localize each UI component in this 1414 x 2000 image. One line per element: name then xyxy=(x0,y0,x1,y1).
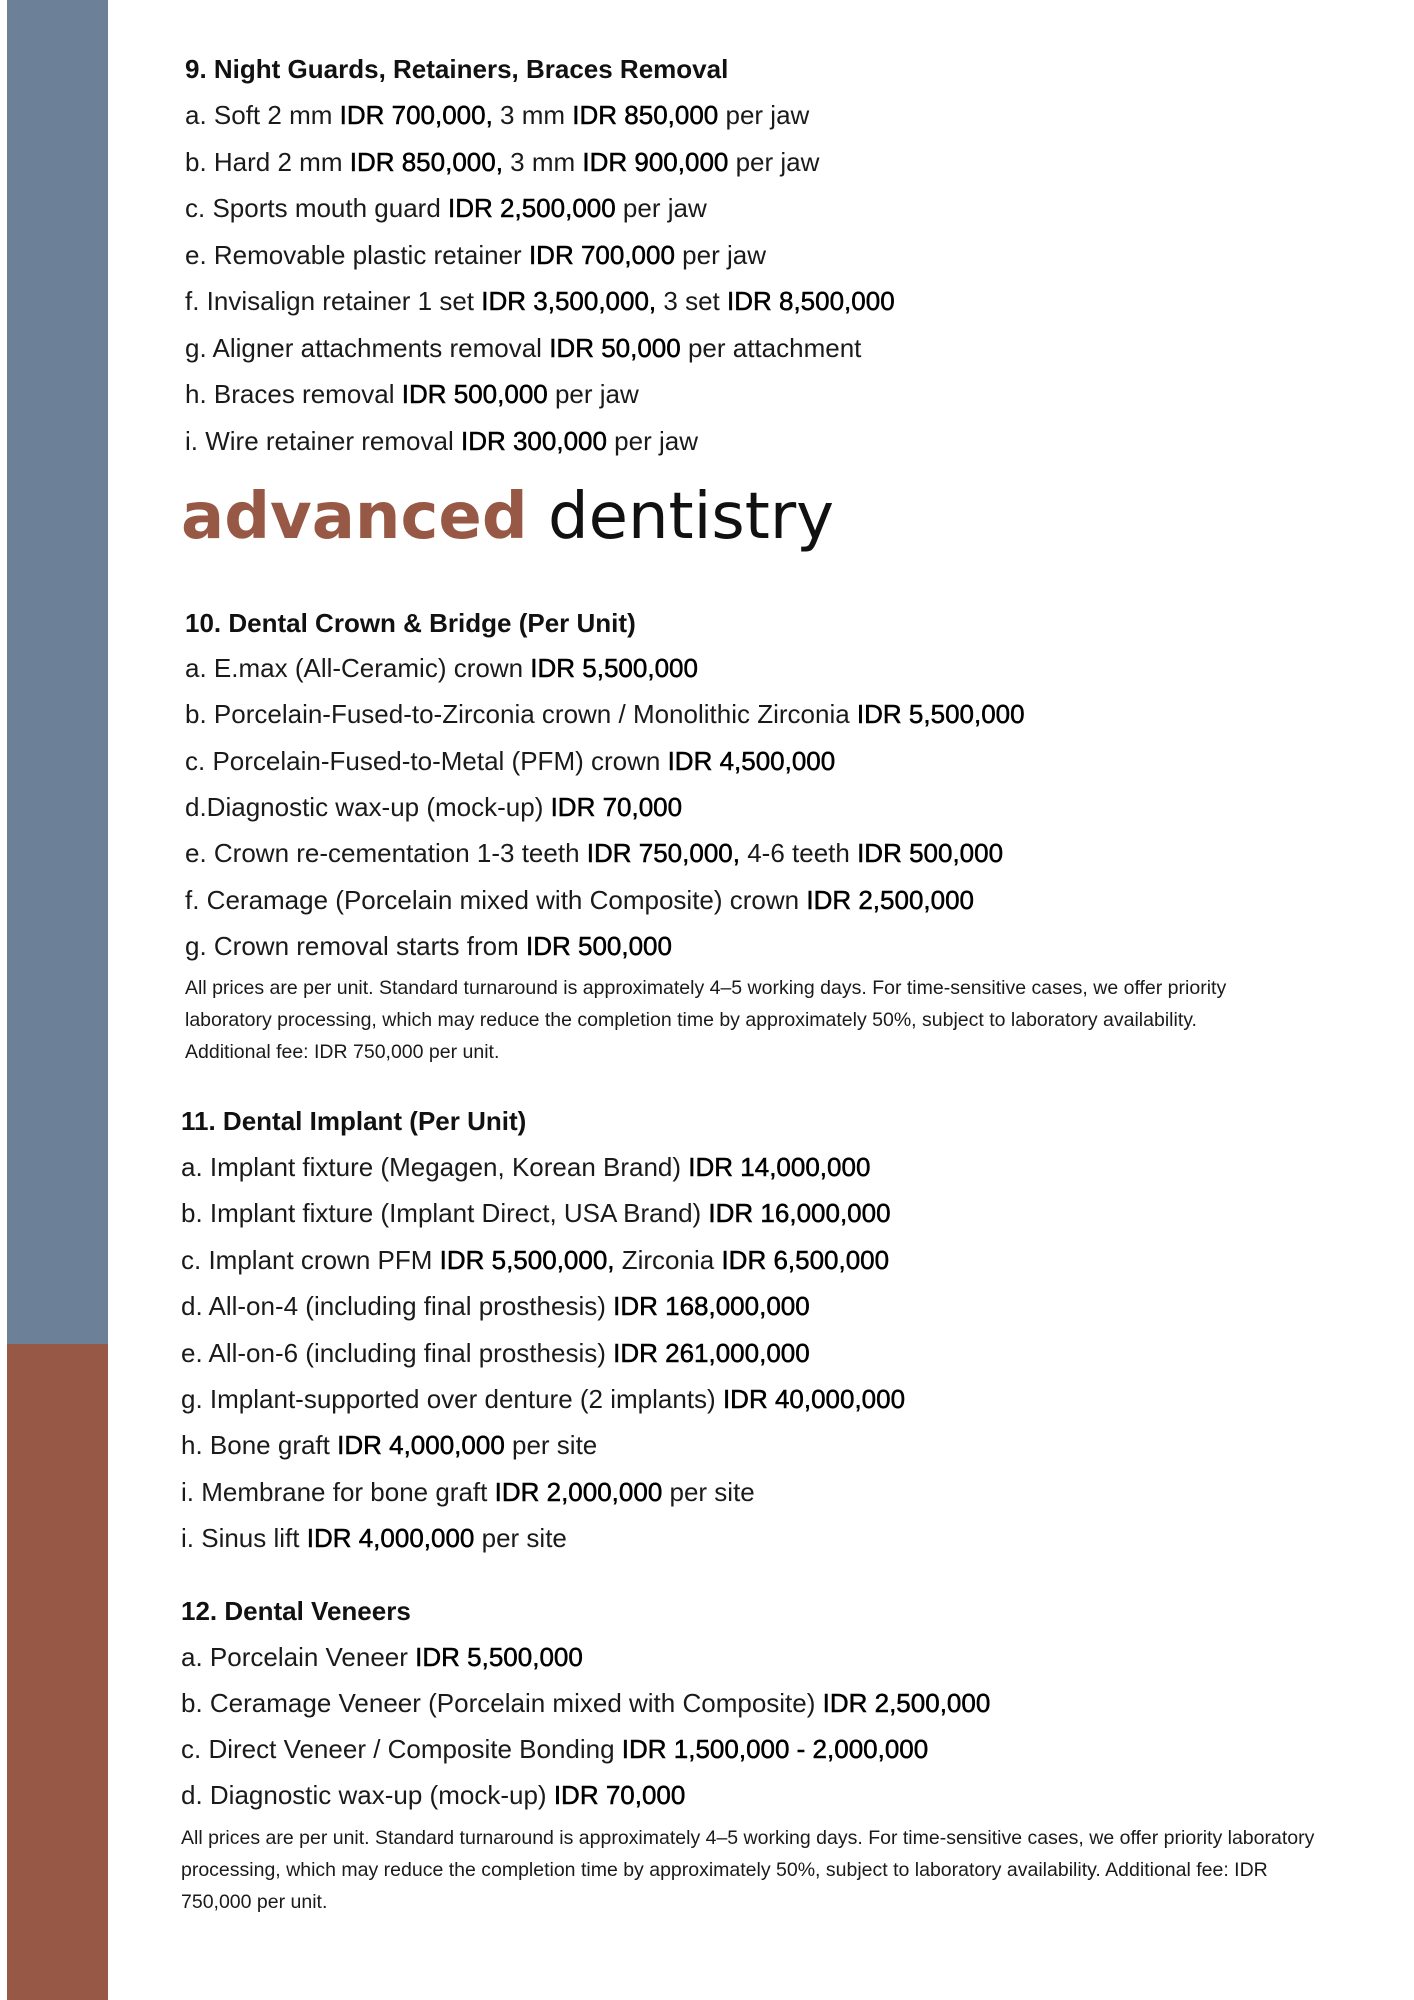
item-text: per jaw xyxy=(674,239,766,270)
item-text: c. Porcelain-Fused-to-Metal (PFM) crown xyxy=(185,745,668,776)
price-value: IDR 850,000, xyxy=(349,146,503,177)
item-text: a. Porcelain Veneer xyxy=(181,1642,416,1672)
item-text: per jaw xyxy=(547,379,639,409)
item-text: g. Aligner attachments removal xyxy=(185,332,550,363)
price-value: IDR 4,000,000 xyxy=(306,1523,475,1554)
price-list-item xyxy=(185,931,672,962)
price-value: IDR 2,500,000 xyxy=(806,884,975,915)
price-value: IDR 700,000, xyxy=(339,100,493,130)
item-text: per jaw xyxy=(718,100,810,130)
item-text: per attachment xyxy=(680,332,862,363)
section-12-title: 12. Dental Veneers xyxy=(181,1596,411,1626)
item-text: b. Porcelain-Fused-to-Zirconia crown / Monolithic Zirconia xyxy=(185,699,857,730)
price-value: IDR 40,000,000 xyxy=(722,1384,906,1414)
price-value: IDR 261,000,000 xyxy=(613,1337,810,1368)
price-value: IDR 900,000 xyxy=(582,146,729,177)
item-text: 4-6 teeth xyxy=(739,838,858,869)
price-list-item xyxy=(181,1642,583,1673)
price-list-item xyxy=(181,1477,755,1508)
price-list-item xyxy=(181,1523,567,1554)
price-list-item xyxy=(185,746,835,777)
price-value: IDR 2,500,000 xyxy=(822,1688,991,1718)
item-text: h. Braces removal xyxy=(185,379,402,409)
item-text: a. Soft 2 mm xyxy=(185,100,340,130)
price-list-item xyxy=(181,1198,891,1229)
item-text: 3 mm xyxy=(492,100,573,130)
item-text: i. Wire retainer removal xyxy=(185,425,461,456)
item-text: per jaw xyxy=(615,193,707,223)
item-text: d. All-on-4 (including final prosthesis) xyxy=(181,1291,614,1322)
item-text: h. Bone graft xyxy=(181,1430,338,1461)
section-heading-advanced-dentistry xyxy=(181,480,834,554)
item-text: e. All-on-6 (including final prosthesis) xyxy=(181,1337,614,1368)
price-list-item xyxy=(181,1291,810,1322)
price-list-item xyxy=(181,1338,810,1369)
price-value: IDR 5,500,000 xyxy=(415,1642,583,1672)
price-value: IDR 300,000 xyxy=(460,425,607,456)
item-text: f. Invisalign retainer 1 set xyxy=(185,286,482,316)
price-list-item xyxy=(181,1734,928,1765)
price-list-item xyxy=(185,147,819,178)
item-text: per site xyxy=(504,1430,598,1461)
item-text: f. Ceramage (Porcelain mixed with Composite) crown xyxy=(185,884,807,915)
item-text: per jaw xyxy=(606,425,698,456)
price-value: IDR 168,000,000 xyxy=(613,1291,810,1322)
price-list-item xyxy=(185,240,766,271)
price-value: IDR 850,000 xyxy=(572,100,719,130)
price-list-item xyxy=(185,426,698,457)
item-text: c. Direct Veneer / Composite Bonding xyxy=(181,1734,622,1764)
item-text: i. Membrane for bone graft xyxy=(181,1476,495,1507)
price-value: IDR 2,000,000 xyxy=(494,1476,663,1507)
price-list-item xyxy=(185,333,861,364)
item-text: c. Sports mouth guard xyxy=(185,193,449,223)
price-list-item xyxy=(185,379,639,410)
item-text: e. Removable plastic retainer xyxy=(185,239,529,270)
price-value: IDR 5,500,000 xyxy=(530,653,698,683)
price-list-item xyxy=(185,792,682,823)
item-text: a. E.max (All-Ceramic) crown xyxy=(185,653,531,683)
price-value: IDR 16,000,000 xyxy=(708,1198,891,1229)
price-list-item xyxy=(181,1152,870,1183)
price-value: IDR 750,000, xyxy=(586,838,740,869)
price-value: IDR 5,500,000 xyxy=(856,699,1025,730)
price-value: IDR 50,000 xyxy=(549,332,681,363)
price-value: IDR 2,500,000 xyxy=(448,193,616,223)
section-10-note: All prices are per unit. Standard turnaround is approximately 4–5 working days. For time-sensitive cases, we offer priority laboratory processing, which may reduce the completion time by approximately 50%, subject to laboratory availability. Additional fee: IDR 750,000 per unit. xyxy=(185,977,1227,1063)
item-text: per jaw xyxy=(728,146,820,177)
price-list-item xyxy=(181,1688,990,1719)
price-value: IDR 4,000,000 xyxy=(337,1430,505,1461)
price-value: IDR 500,000 xyxy=(525,930,672,961)
price-value: IDR 500,000 xyxy=(857,838,1004,869)
item-text: g. Implant-supported over denture (2 implants) xyxy=(181,1384,723,1414)
item-text: b. Hard 2 mm xyxy=(185,146,350,177)
item-text: b. Ceramage Veneer (Porcelain mixed with Composite) xyxy=(181,1688,823,1718)
price-list-item xyxy=(185,100,809,131)
item-text: per site xyxy=(662,1476,755,1507)
price-value: IDR 500,000 xyxy=(401,379,548,409)
price-list-item xyxy=(185,653,698,684)
price-list-item xyxy=(181,1384,905,1415)
item-text: b. Implant fixture (Implant Direct, USA Brand) xyxy=(181,1198,709,1229)
item-text: i. Sinus lift xyxy=(181,1523,307,1554)
item-text: d.Diagnostic wax-up (mock-up) xyxy=(185,791,551,822)
section-9-title: 9. Night Guards, Retainers, Braces Removal xyxy=(185,54,729,84)
price-list-item xyxy=(181,1780,685,1811)
price-list-item xyxy=(185,838,1003,869)
price-list-item xyxy=(181,1245,889,1276)
item-text: Zirconia xyxy=(614,1244,722,1275)
price-value: IDR 1,500,000 - 2,000,000 xyxy=(621,1734,929,1764)
price-value: IDR 5,500,000, xyxy=(439,1244,615,1275)
item-text: e. Crown re-cementation 1-3 teeth xyxy=(185,838,587,869)
item-text: 3 mm xyxy=(502,146,583,177)
heading-rest: dentistry xyxy=(527,480,835,554)
price-value: IDR 700,000 xyxy=(528,239,675,270)
price-list-item xyxy=(185,286,895,317)
heading-accent-word: advanced xyxy=(181,480,528,554)
sidebar-accent-bar-bottom xyxy=(7,1344,108,2000)
item-text: a. Implant fixture (Megagen, Korean Brand) xyxy=(181,1152,689,1182)
price-list-item xyxy=(185,193,707,224)
section-11-title: 11. Dental Implant (Per Unit) xyxy=(181,1106,527,1136)
section-12-note: All prices are per unit. Standard turnaround is approximately 4–5 working days. For time-sensitive cases, we offer priority laboratory processing, which may reduce the completion time by approximately 50%, subject to laboratory availability. Additional fee: IDR 750,000 per unit. xyxy=(181,1827,1315,1913)
price-value: IDR 70,000 xyxy=(550,791,683,822)
item-text: per site xyxy=(474,1523,567,1554)
item-text: d. Diagnostic wax-up (mock-up) xyxy=(181,1780,554,1810)
price-value: IDR 14,000,000 xyxy=(688,1152,871,1182)
price-list-item xyxy=(181,1430,597,1461)
price-list-item xyxy=(185,699,1025,730)
sidebar-accent-bar-top xyxy=(7,0,108,1344)
section-10-title: 10. Dental Crown & Bridge (Per Unit) xyxy=(185,608,636,638)
price-value: IDR 3,500,000, xyxy=(481,286,657,316)
item-text: 3 set xyxy=(656,286,727,316)
price-value: IDR 4,500,000 xyxy=(667,745,836,776)
price-value: IDR 6,500,000 xyxy=(721,1244,890,1275)
item-text: g. Crown removal starts from xyxy=(185,930,526,961)
price-value: IDR 70,000 xyxy=(553,1780,686,1810)
price-value: IDR 8,500,000 xyxy=(726,286,895,316)
item-text: c. Implant crown PFM xyxy=(181,1244,440,1275)
price-list-item xyxy=(185,885,974,916)
